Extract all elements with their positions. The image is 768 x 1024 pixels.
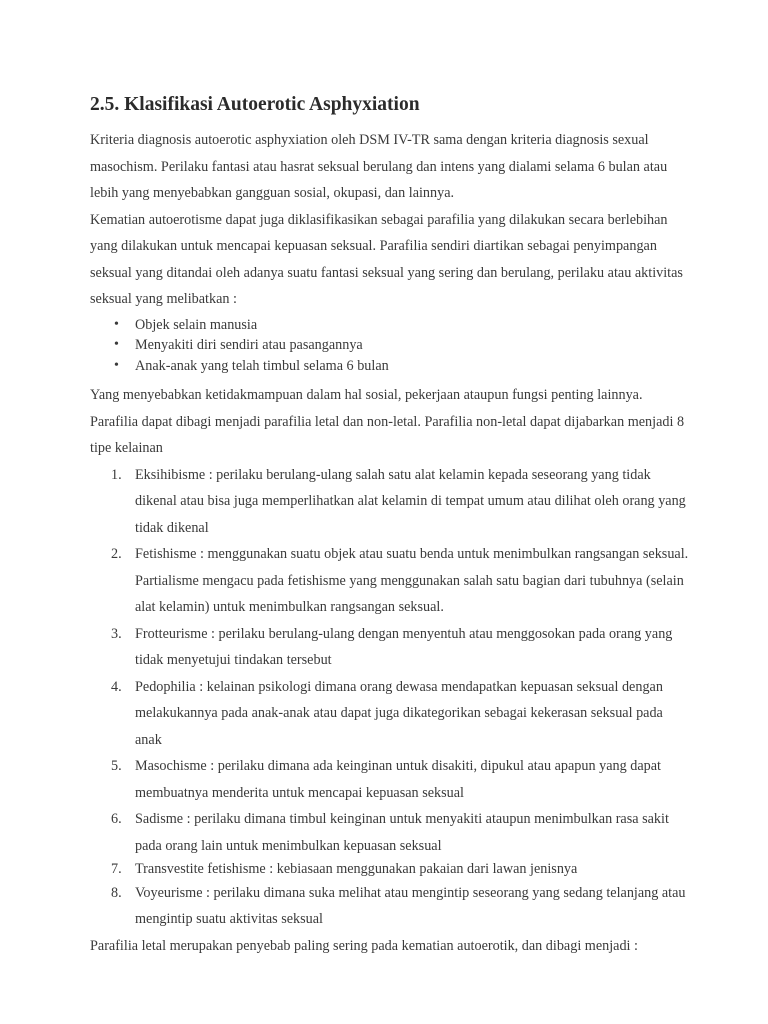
paragraph-consequences: Yang menyebabkan ketidakmampuan dalam hal sosial, pekerjaan ataupun fungsi penting lainnya. Parafilia dapat dibagi menjadi parafilia letal dan non-letal. Parafilia non-letal dapat dijabarkan menjadi 8 tipe kelainan: [90, 387, 685, 456]
list-item: 1. Eksihibisme : perilaku berulang-ulang salah satu alat kelamin kepada seseorang yang tidak dikenal atau bisa juga memperlihatkan alat kelamin di tempat umum atau dilihat oleh orang yang tidak dikenal: [111, 466, 686, 536]
list-item: 6. Sadisme : perilaku dimana timbul keinginan untuk menyakiti ataupun menimbulkan rasa sakit pada orang lain untuk menimbulkan kepuasan seksual: [111, 811, 669, 854]
bullet-item: • Anak-anak yang telah timbul selama 6 bulan: [90, 356, 690, 377]
bullet-icon: •: [114, 337, 119, 352]
paragraph-diagnosis-criteria: Kriteria diagnosis autoerotic asphyxiation oleh DSM IV-TR sama dengan kriteria diagnosis sexual masochism. Perilaku fantasi atau hasrat seksual berulang dan intens yang dialami selama 6 bulan atau lebih yang menyebabkan gangguan sosial, okupasi, dan lainnya.: [90, 132, 668, 201]
bullet-item: • Objek selain manusia: [90, 315, 690, 336]
bullet-icon: •: [114, 316, 119, 332]
document-page: [90, 92, 690, 959]
bullet-icon: •: [114, 357, 119, 373]
list-item: 3. Frotteurisme : perilaku berulang-ulang dengan menyentuh atau menggosokan pada orang yang tidak menyetujui tindakan tersebut: [111, 625, 673, 668]
numbered-list-types: [90, 462, 690, 933]
list-item: 5. Masochisme : perilaku dimana ada keinginan untuk disakiti, dipukul atau apapun yang dapat membuatnya menderita untuk mencapai kepuasan seksual: [111, 758, 661, 801]
section-title: 2.5. Klasifikasi Autoerotic Asphyxiation: [90, 94, 420, 115]
list-item: 8. Voyeurisme : perilaku dimana suka melihat atau mengintip seseorang yang sedang telanjang atau mengintip suatu aktivitas seksual: [111, 884, 686, 927]
paragraph-lethal-paraphilia: Parafilia letal merupakan penyebab paling sering pada kematian autoerotik, dan dibagi menjadi :: [90, 937, 638, 954]
list-item: 7. Transvestite fetishisme : kebiasaan menggunakan pakaian dari lawan jenisnya: [111, 861, 578, 877]
bullet-list-involvement: [90, 315, 690, 377]
paragraph-paraphilia-definition: Kematian autoerotisme dapat juga diklasifikasikan sebagai parafilia yang dilakukan secara berlebihan yang dilakukan untuk mencapai kepuasan seksual. Parafilia sendiri diartikan sebagai penyimpangan seksual yang ditandai oleh adanya suatu fantasi seksual yang sering dan berulang, perilaku atau aktivitas seksual yang melibatkan :: [90, 211, 683, 307]
list-item: 2. Fetishisme : menggunakan suatu objek atau suatu benda untuk menimbulkan rangsangan seksual. Partialisme mengacu pada fetishisme yang menggunakan salah satu bagian dari tubuhnya (selain alat kelamin) untuk menimbulkan rangsangan seksual.: [111, 546, 689, 615]
bullet-item: • Menyakiti diri sendiri atau pasangannya: [90, 335, 690, 356]
list-item: 4. Pedophilia : kelainan psikologi dimana orang dewasa mendapatkan kepuasan seksual dengan melakukannya pada anak-anak atau dapat juga dikategorikan sebagai kekerasan seksual pada anak: [111, 678, 663, 748]
